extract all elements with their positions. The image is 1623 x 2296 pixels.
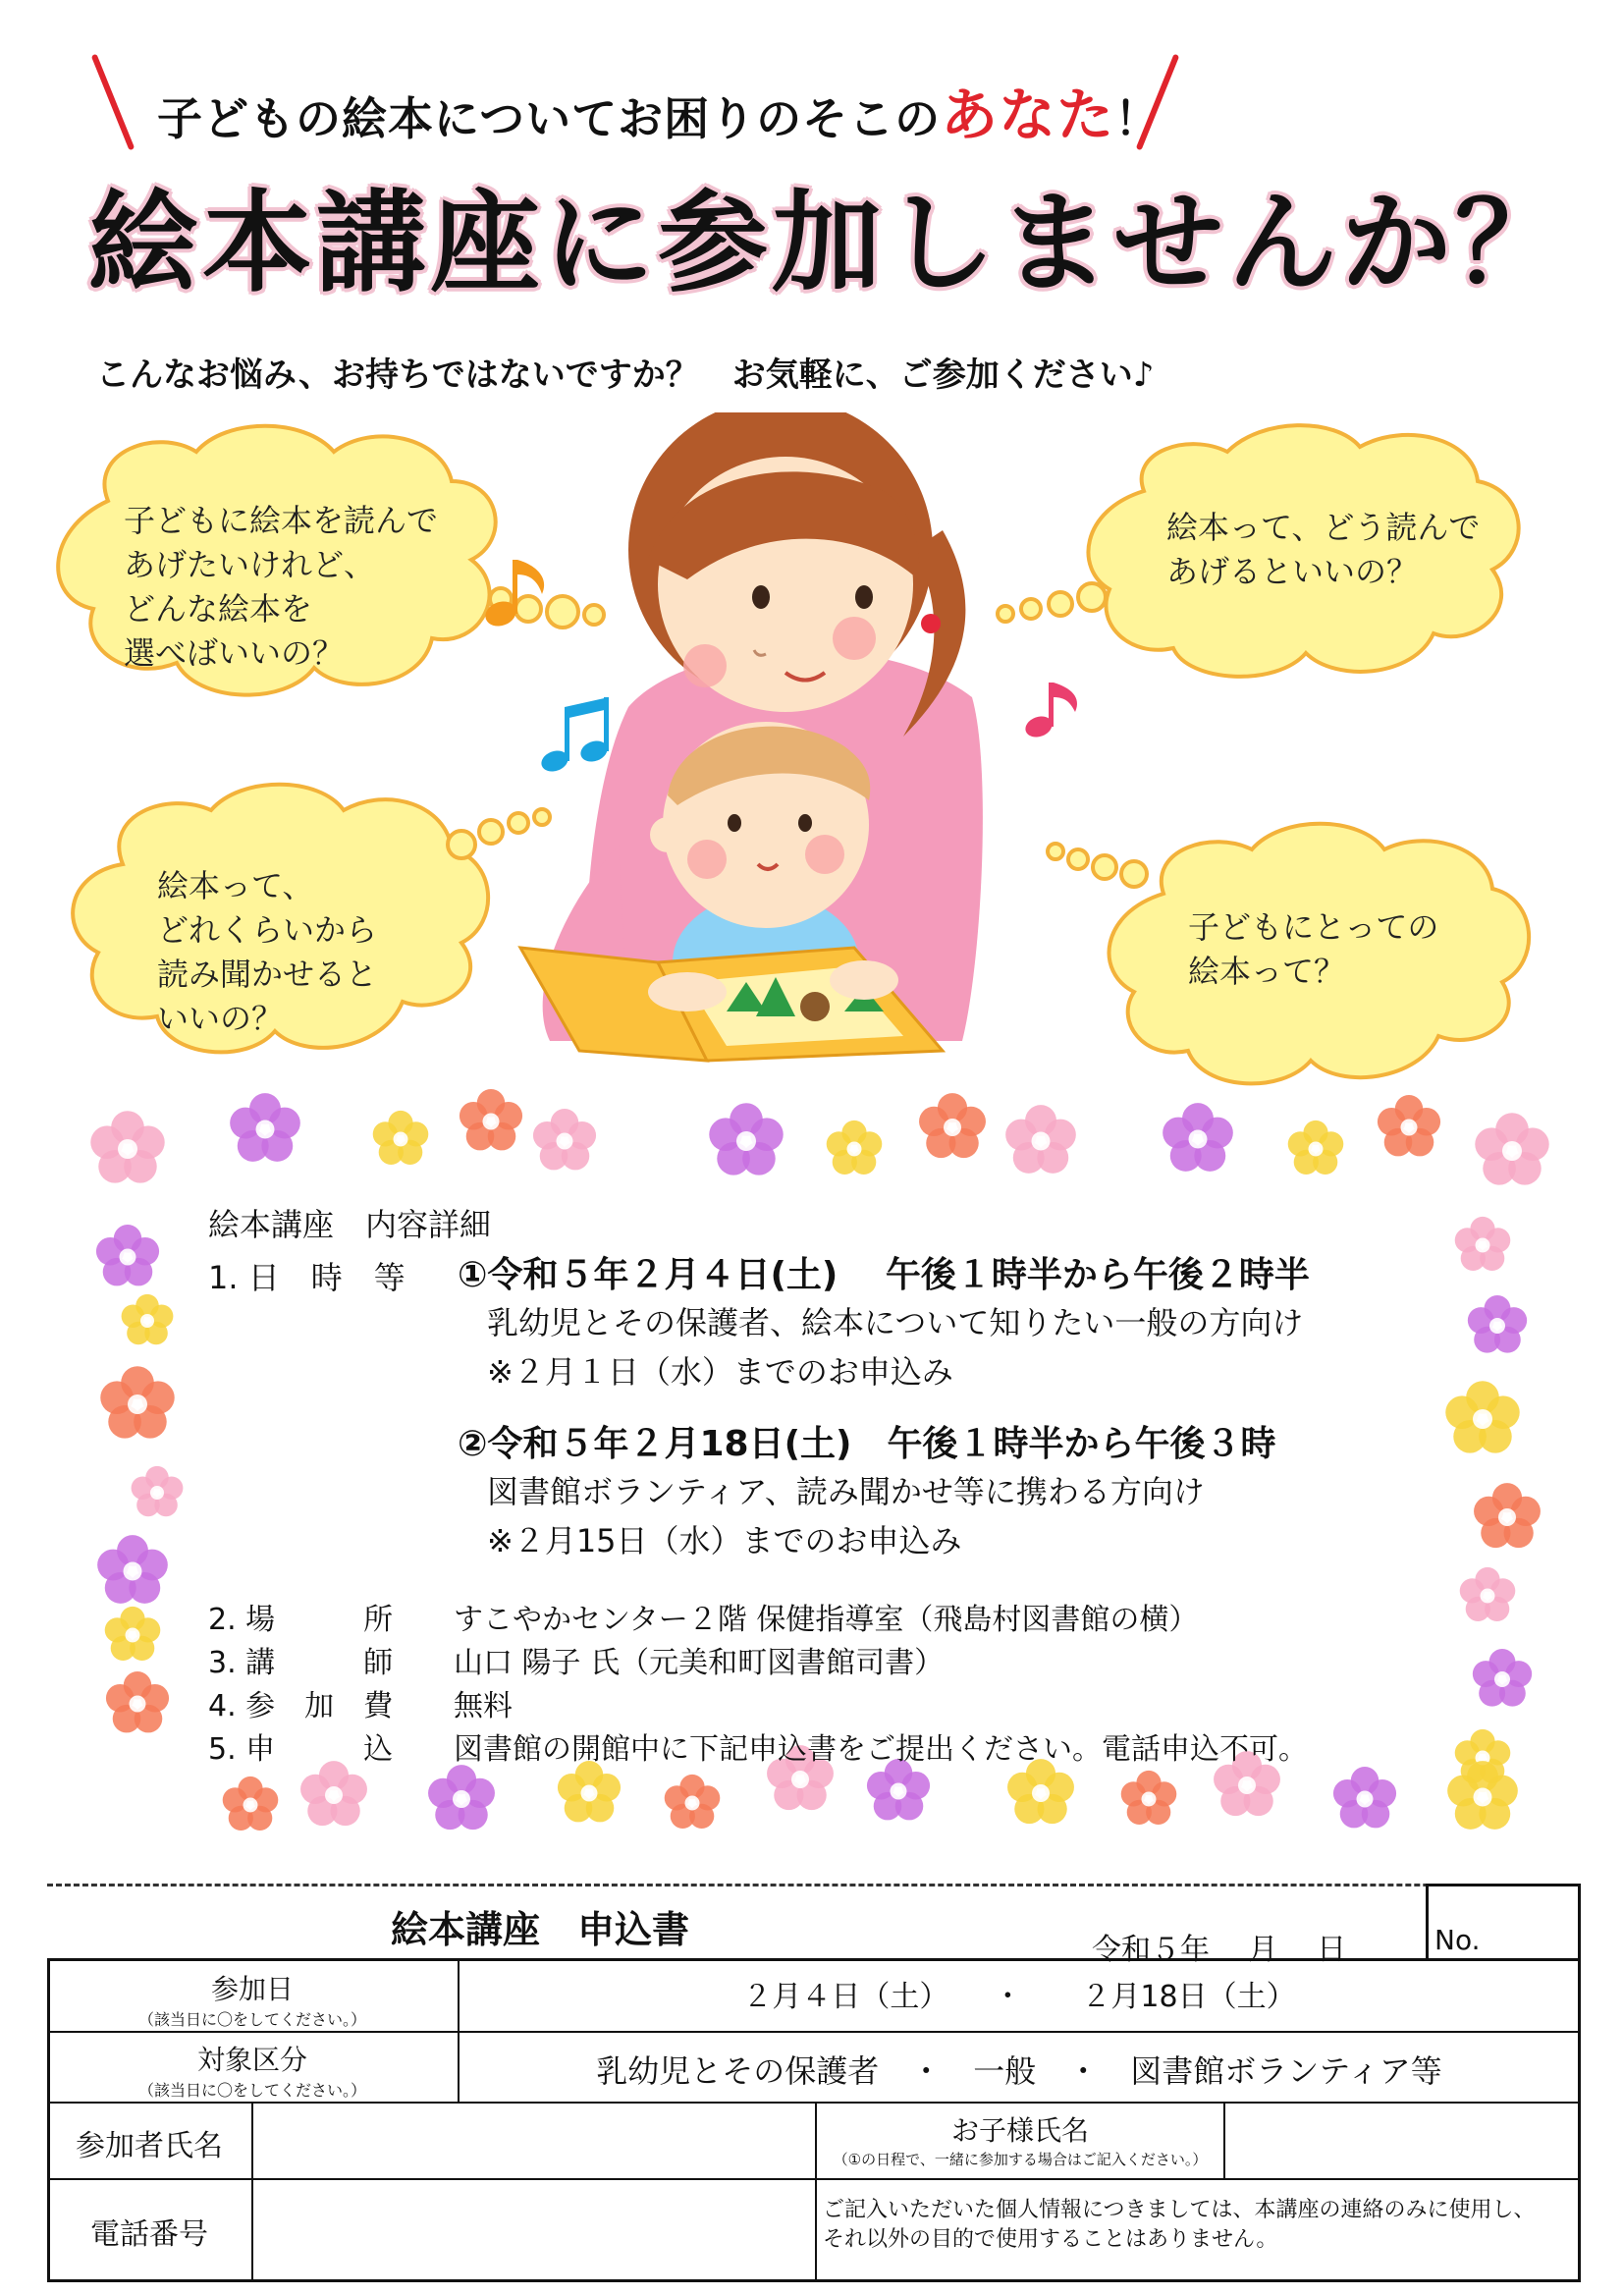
subtitle-emphasis: あなた	[941, 82, 1115, 148]
flower-decoration	[100, 1366, 174, 1438]
child-name-label: お子様氏名	[950, 2114, 1089, 2147]
page-title: 絵本講座に参加しませんか？	[88, 180, 1569, 307]
bubble-line: 絵本って？	[1188, 953, 1346, 990]
bubble-line: あげるといいの？	[1166, 553, 1419, 590]
subtitle-prefix: 子どもの絵本についてお困りのそこの	[157, 92, 942, 145]
form-date-line: 令和５年 月 日	[1092, 1933, 1347, 1967]
bubble-line: 子どもに絵本を読んで	[124, 502, 439, 539]
flower-decoration	[867, 1759, 930, 1820]
form-number-label: No.	[1434, 1924, 1481, 1956]
bubble-line: 選べばいいの？	[124, 634, 345, 672]
bubble-line: いいの？	[157, 1000, 284, 1037]
flower-decoration	[709, 1103, 783, 1175]
session-1-target: 乳幼児とその保護者、絵本について知りたい一般の方向け	[487, 1304, 1304, 1341]
bubble-line: 子どもにとっての	[1188, 908, 1439, 946]
participation-date-label-cell	[47, 1960, 458, 2031]
flower-decoration	[1445, 1381, 1519, 1452]
flower-decoration	[1121, 1771, 1177, 1825]
bubble-line: どれくらいから	[157, 911, 378, 949]
detail-value-apply: 図書館の開館中に下記申込書をご提出ください。電話申込不可。	[454, 1732, 1308, 1767]
detail-value-lecturer: 山口 陽子 氏（元美和町図書館司書）	[454, 1646, 945, 1680]
bubble-line: 絵本って、どう読んで	[1166, 509, 1481, 546]
flower-decoration	[90, 1111, 164, 1182]
category-label-cell	[47, 2033, 458, 2102]
detail-label-apply: 5. 申 込	[208, 1732, 394, 1767]
flower-decoration	[1460, 1567, 1516, 1621]
bubble-line: 絵本って、	[157, 867, 314, 904]
flower-decoration	[1005, 1105, 1076, 1174]
session-1-deadline: ※２月１日（水）までのお申込み	[487, 1353, 953, 1391]
category-label: 対象区分	[196, 2044, 307, 2076]
flower-decoration	[1163, 1103, 1233, 1172]
subtitle-suffix: ！	[1114, 92, 1162, 145]
flower-decoration	[223, 1777, 279, 1831]
flower-decoration	[1474, 1483, 1541, 1548]
flower-decoration	[1455, 1217, 1511, 1271]
flower-decoration	[533, 1109, 596, 1170]
flower-decoration	[132, 1466, 184, 1516]
flower-decoration	[300, 1761, 367, 1826]
flower-decoration	[1475, 1113, 1548, 1184]
child-name-note: （①の日程で、一緒に参加する場合はご記入ください。）	[833, 2151, 1208, 2168]
flower-decoration	[665, 1775, 721, 1829]
flower-decoration	[919, 1093, 986, 1158]
child-name-label-cell	[817, 2104, 1223, 2178]
detail-value-fee: 無料	[454, 1689, 513, 1723]
phone-label: 電話番号	[90, 2217, 208, 2252]
flower-decoration	[460, 1089, 522, 1150]
participation-date-label: 参加日	[210, 1973, 294, 2005]
session-1-title: ①令和５年２月４日(土) 午後１時半から午後２時半	[458, 1255, 1310, 1295]
flower-decoration	[558, 1761, 621, 1822]
flower-decoration	[97, 1535, 168, 1604]
session-2-title: ②令和５年２月18日(土) 午後１時半から午後３時	[458, 1424, 1276, 1464]
category-note: （該当日に〇をしてください。）	[137, 2081, 366, 2100]
flower-decoration	[96, 1225, 159, 1285]
participant-name-label: 参加者氏名	[76, 2129, 223, 2163]
cut-line	[47, 1884, 1579, 1886]
flower-decoration	[373, 1111, 429, 1165]
flower-decoration	[428, 1765, 495, 1830]
child-name-field[interactable]	[1225, 2104, 1581, 2178]
session-2-deadline: ※２月15日（水）までのお申込み	[487, 1522, 962, 1559]
category-options[interactable]: 乳幼児とその保護者 ・ 一般 ・ 図書館ボランティア等	[596, 2052, 1442, 2090]
flower-decoration	[1288, 1121, 1344, 1175]
details-heading: 絵本講座 内容詳細	[208, 1206, 492, 1243]
intro-text: こんなお悩み、お持ちではないですか？ お気軽に、ご参加ください♪	[96, 355, 1155, 395]
privacy-note-line: それ以外の目的で使用することはありません。	[823, 2227, 1278, 2252]
detail-label-fee: 4. 参 加 費	[208, 1689, 394, 1723]
detail-label-lecturer: 3. 講 師	[208, 1646, 394, 1680]
phone-field[interactable]	[253, 2180, 815, 2282]
form-title: 絵本講座 申込書	[391, 1908, 690, 1951]
flower-decoration	[1447, 1761, 1518, 1830]
detail-value-place: すこやかセンター２階 保健指導室（飛島村図書館の横）	[454, 1603, 1199, 1637]
flower-decoration	[105, 1607, 161, 1661]
flower-decoration	[230, 1093, 300, 1162]
flower-decoration	[1333, 1767, 1396, 1828]
flower-decoration	[1007, 1759, 1074, 1824]
flower-decoration	[827, 1121, 883, 1175]
participation-date-options[interactable]: ２月４日（土） ・ ２月18日（土）	[742, 1980, 1296, 2014]
bubble-line: あげたいけれど、	[124, 546, 376, 583]
detail-label-datetime: 1. 日 時 等	[208, 1259, 406, 1296]
participant-name-field[interactable]	[253, 2104, 815, 2178]
session-2-target: 図書館ボランティア、読み聞かせ等に携わる方向け	[487, 1473, 1205, 1510]
flower-decoration	[1378, 1095, 1440, 1156]
flower-decoration	[1468, 1295, 1527, 1353]
privacy-note-line: ご記入いただいた個人情報につきましては、本講座の連絡のみに使用し、	[823, 2198, 1536, 2222]
privacy-note	[823, 2196, 1579, 2255]
form-number-box[interactable]	[1426, 1884, 1581, 1958]
flower-decoration	[106, 1671, 169, 1732]
bubble-line: どんな絵本を	[124, 590, 313, 628]
flower-decoration	[1473, 1649, 1532, 1707]
flower-decoration	[122, 1294, 174, 1344]
participation-date-note: （該当日に〇をしてください。）	[137, 2010, 366, 2029]
bubble-line: 読み聞かせると	[157, 956, 378, 993]
detail-label-place: 2. 場 所	[208, 1603, 394, 1637]
